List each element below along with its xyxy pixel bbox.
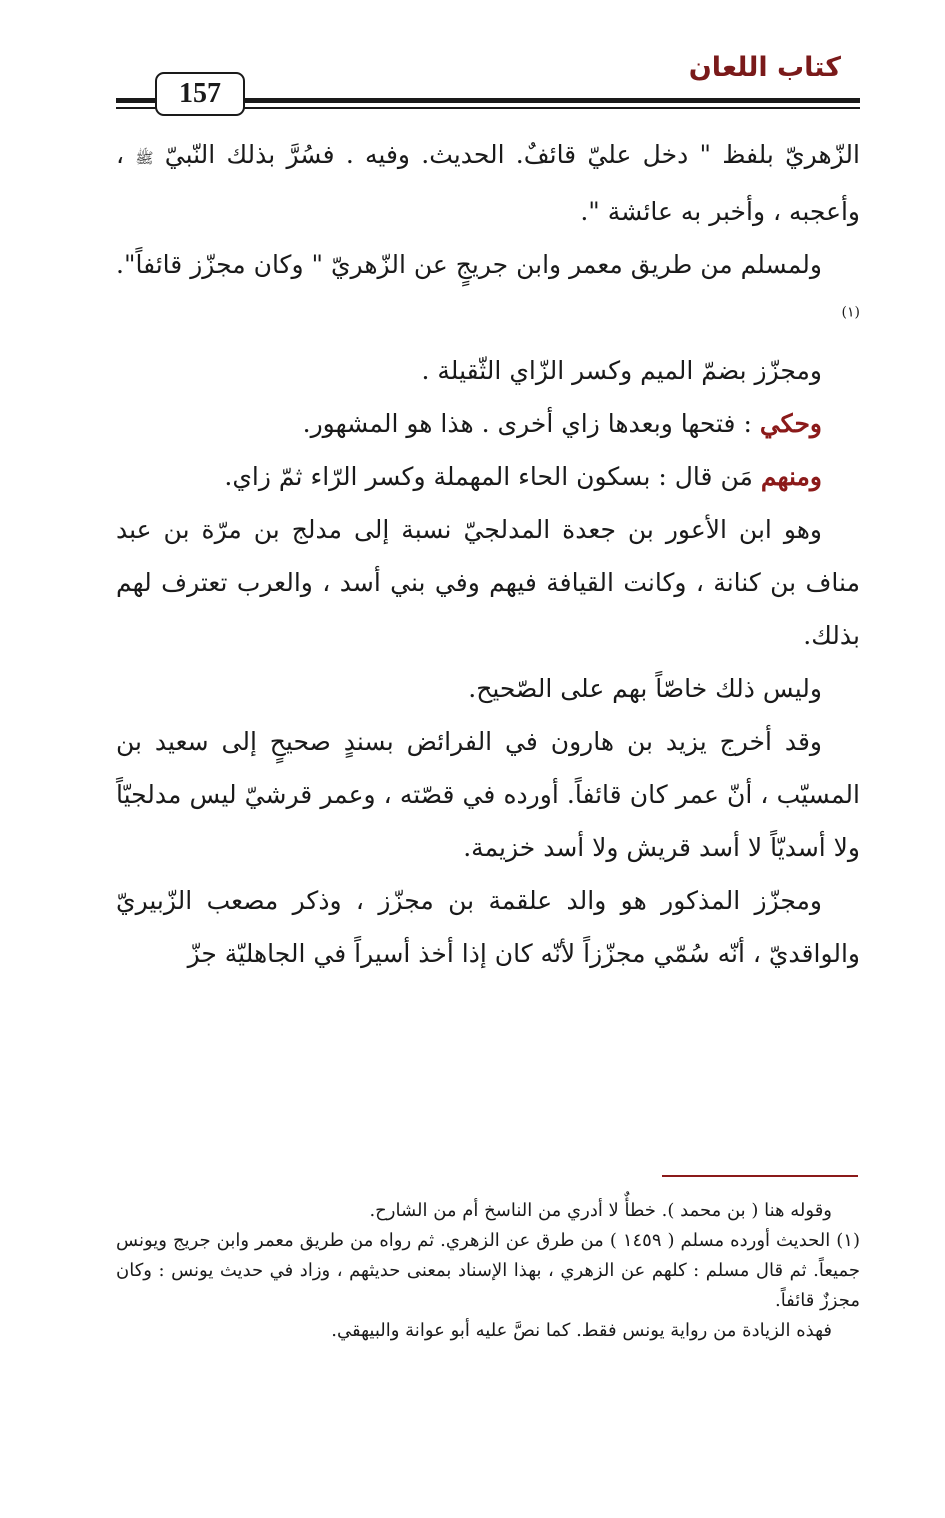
paragraph-4 <box>116 397 860 450</box>
highlight-word: ومنهم <box>760 462 822 491</box>
footnote-ref[interactable]: (١) <box>841 304 860 321</box>
paragraph-3: ومجزّز بضمّ الميم وكسر الزّاي الثّقيلة . <box>421 356 822 385</box>
paragraph-5-text: مَن قال : بسكون الحاء المهملة وكسر الرّاء ثمّ زاي. <box>224 462 753 491</box>
footnote-separator <box>662 1175 858 1177</box>
paragraph-7: وليس ذلك خاصّاً بهم على الصّحيح. <box>468 674 822 703</box>
paragraph-2 <box>116 238 860 344</box>
footnote-2: فهذه الزيادة من رواية يونس فقط. كما نصَّ عليه أبو عوانة والبيهقي. <box>331 1320 832 1341</box>
main-text <box>116 128 860 980</box>
book-title: كتاب اللعان <box>688 52 841 83</box>
footnote-0: وقوله هنا ( بن محمد ). خطأٌ لا أدري من الناسخ أم من الشارح. <box>369 1200 832 1221</box>
page-number: 157 <box>155 72 245 116</box>
paragraph-8: وقد أخرج يزيد بن هارون في الفرائض بسندٍ صحيحٍ إلى سعيد بن المسيّب ، أنّ عمر كان قائفاً. أورده في قصّته ، وعمر قرشيّ ليس مدلجيّاً ولا أسديّاً لا أسد قريش ولا أسد خزيمة. <box>116 727 860 862</box>
highlight-word: وحكي <box>759 409 822 438</box>
paragraph-4-text: : فتحها وبعدها زاي أخرى . هذا هو المشهور. <box>302 409 752 438</box>
paragraph-1-tail: ، وأعجبه ، وأخبر به عائشة ". <box>116 140 860 226</box>
paragraph-6: وهو ابن الأعور بن جعدة المدلجيّ نسبة إلى مدلج بن مرّة بن عبد مناف بن كنانة ، وكانت القيافة فيهم وفي بني أسد ، والعرب تعترف لهم بذلك. <box>116 515 860 650</box>
footnotes <box>116 1196 860 1346</box>
paragraph-5 <box>116 450 860 503</box>
paragraph-2-text: ولمسلم من طريق معمر وابن جريجٍ عن الزّهريّ " وكان مجزّز قائفاً". <box>116 250 822 279</box>
salawat-glyph: ﷺ <box>135 149 154 167</box>
paragraph-1 <box>116 128 860 238</box>
footnote-1: (١) الحديث أورده مسلم ( ١٤٥٩ ) من طرق عن الزهري. ثم رواه من طريق معمر وابن جريج ويونس جميعاً. ثم قال مسلم : كلهم عن الزهري ، بهذا الإسناد بمعنى حديثهم ، وزاد في حديث يونس : وكان مجززٌ قائفاً. <box>116 1230 860 1311</box>
page-header <box>0 0 945 120</box>
paragraph-1-text: الزّهريّ بلفظ " دخل عليّ قائفٌ. الحديث. وفيه . فسُرَّ بذلك النّبيّ <box>164 140 860 169</box>
paragraph-9: ومجزّز المذكور هو والد علقمة بن مجزّز ، وذكر مصعب الزّبيريّ والواقديّ ، أنّه سُمّي مجزّزاً لأنّه كان إذا أخذ أسيراً في الجاهليّة جزّ <box>116 886 860 968</box>
